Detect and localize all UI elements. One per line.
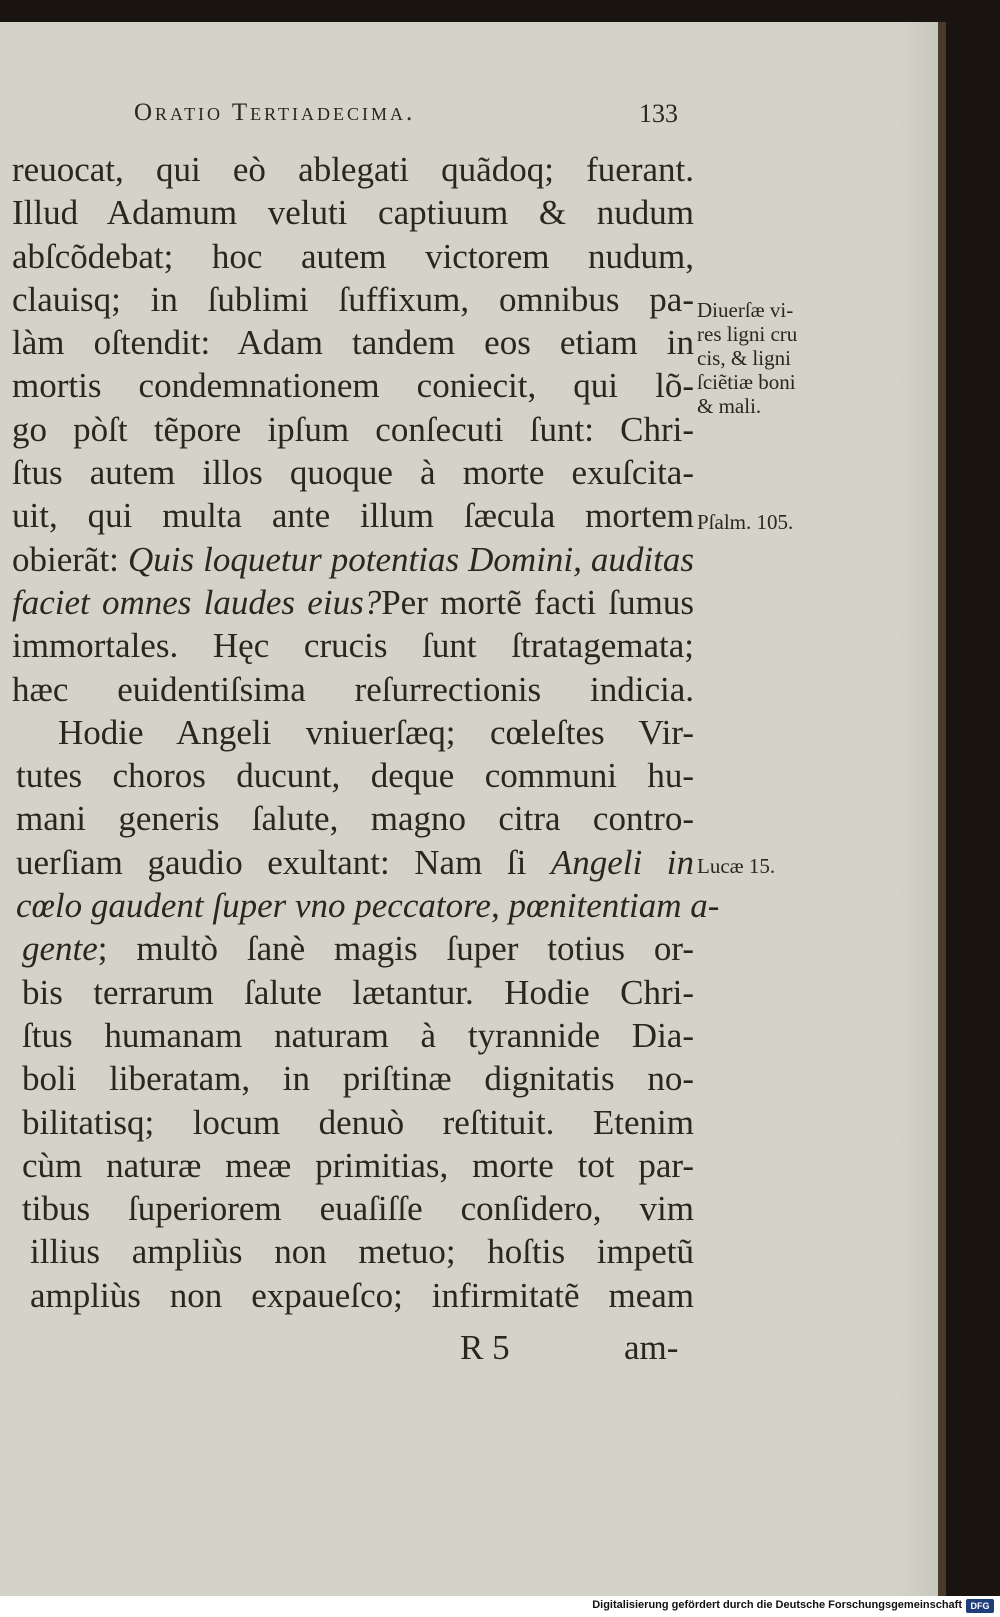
margin-note-cross (697, 298, 797, 418)
margin-note-psalm (697, 510, 793, 534)
main-text-block (12, 148, 720, 1317)
page-shade (898, 22, 938, 1596)
text-line: hæc euidentiſsima reſurrectionis indicia. (12, 669, 694, 709)
paragraph-start-line: Hodie Angeli vniuerſæq; cœleſtes Vir- (58, 712, 694, 752)
text-line: bis terrarum ſalute lætantur. Hodie Chri- (22, 972, 694, 1012)
margin-note-line: cis, & ligni (697, 346, 791, 370)
margin-note-line: ſciẽtiæ boni (697, 370, 796, 394)
text-line: cùm naturæ meæ primitias, morte tot par- (22, 1145, 694, 1185)
margin-note-line: Diuerſæ vi- (697, 298, 794, 322)
text-line: immortales. Hęc crucis ſunt ſtratagemata; (12, 626, 694, 666)
book-page (0, 22, 940, 1596)
text-segment: obierãt: (12, 539, 128, 579)
luke-quote-line: cœlo gaudent ſuper vno peccatore, pœnitentiam a- (16, 886, 720, 926)
margin-note-line: Pſalm. 105. (697, 510, 794, 534)
luke-quote-italic: Angeli in (550, 842, 694, 882)
text-line-mixed (12, 927, 694, 970)
text-line-mixed (12, 841, 694, 884)
text-line: boli liberatam, in priſtinæ dignitatis no- (22, 1059, 694, 1099)
text-line: uit, qui multa ante illum ſæcula mortem (12, 496, 694, 536)
credit-text: Digitalisierung gefördert durch die Deutsche Forschungsgemeinschaft (592, 1599, 962, 1611)
catchword: am- (624, 1328, 679, 1367)
page-number: 133 (639, 99, 678, 128)
text-line: clauisq; in ſublimi ſuffixum, omnibus pa- (12, 279, 694, 319)
text-line: ſtus humanam naturam à tyrannide Dia- (22, 1015, 694, 1055)
text-line: làm oſtendit: Adam tandem eos etiam in (12, 323, 694, 363)
page-edge (938, 22, 946, 1596)
text-line: illius ampliùs non metuo; hoſtis impetũ (30, 1232, 694, 1272)
margin-note-line: & mali. (697, 394, 762, 418)
text-segment: uerſiam gaudio exultant: Nam ſi (16, 842, 551, 882)
text-segment: Per mortẽ facti ſumus (381, 582, 694, 622)
text-line: mortis condemnationem coniecit, qui lõ- (12, 366, 694, 406)
text-line: ampliùs non expaueſco; infirmitatẽ meam (30, 1275, 694, 1315)
psalm-quote-italic-end: faciet omnes laudes eius? (12, 582, 382, 622)
margin-note-luke (697, 854, 775, 878)
margin-note-line: res ligni cru (697, 322, 798, 346)
luke-quote-end: gente (22, 929, 98, 969)
psalm-quote-italic: Quis loquetur potentias Domini, auditas (127, 539, 694, 579)
text-line-mixed (12, 538, 694, 581)
text-line: go pòſt tẽpore ipſum conſecuti ſunt: Chri- (12, 409, 694, 449)
running-title: Oratio Tertiadecima. (134, 99, 416, 126)
text-line: mani generis ſalute, magno citra contro- (16, 799, 694, 839)
dfg-logo-icon: DFG (966, 1599, 994, 1613)
text-line: tibus ſuperiorem euaſiſſe conſidero, vim (22, 1189, 694, 1229)
text-line: Illud Adamum veluti captiuum & nudum (12, 193, 694, 233)
margin-note-line: Lucæ 15. (697, 854, 776, 878)
text-segment: ; multò ſanè magis ſuper totius or- (97, 929, 694, 969)
text-line: ſtus autem illos quoque à morte exuſcita- (12, 453, 694, 493)
text-line: bilitatisq; locum denuò reſtituit. Etenim (22, 1102, 694, 1142)
credit-bar (0, 1596, 1000, 1617)
signature-mark: R 5 (460, 1328, 510, 1367)
text-line: reuocat, qui eò ablegati quãdoq; fuerant. (12, 150, 694, 189)
text-line: tutes choros ducunt, deque communi hu- (16, 756, 694, 796)
text-line-mixed (12, 581, 694, 624)
text-line: abſcõdebat; hoc autem victorem nudum, (12, 236, 694, 276)
